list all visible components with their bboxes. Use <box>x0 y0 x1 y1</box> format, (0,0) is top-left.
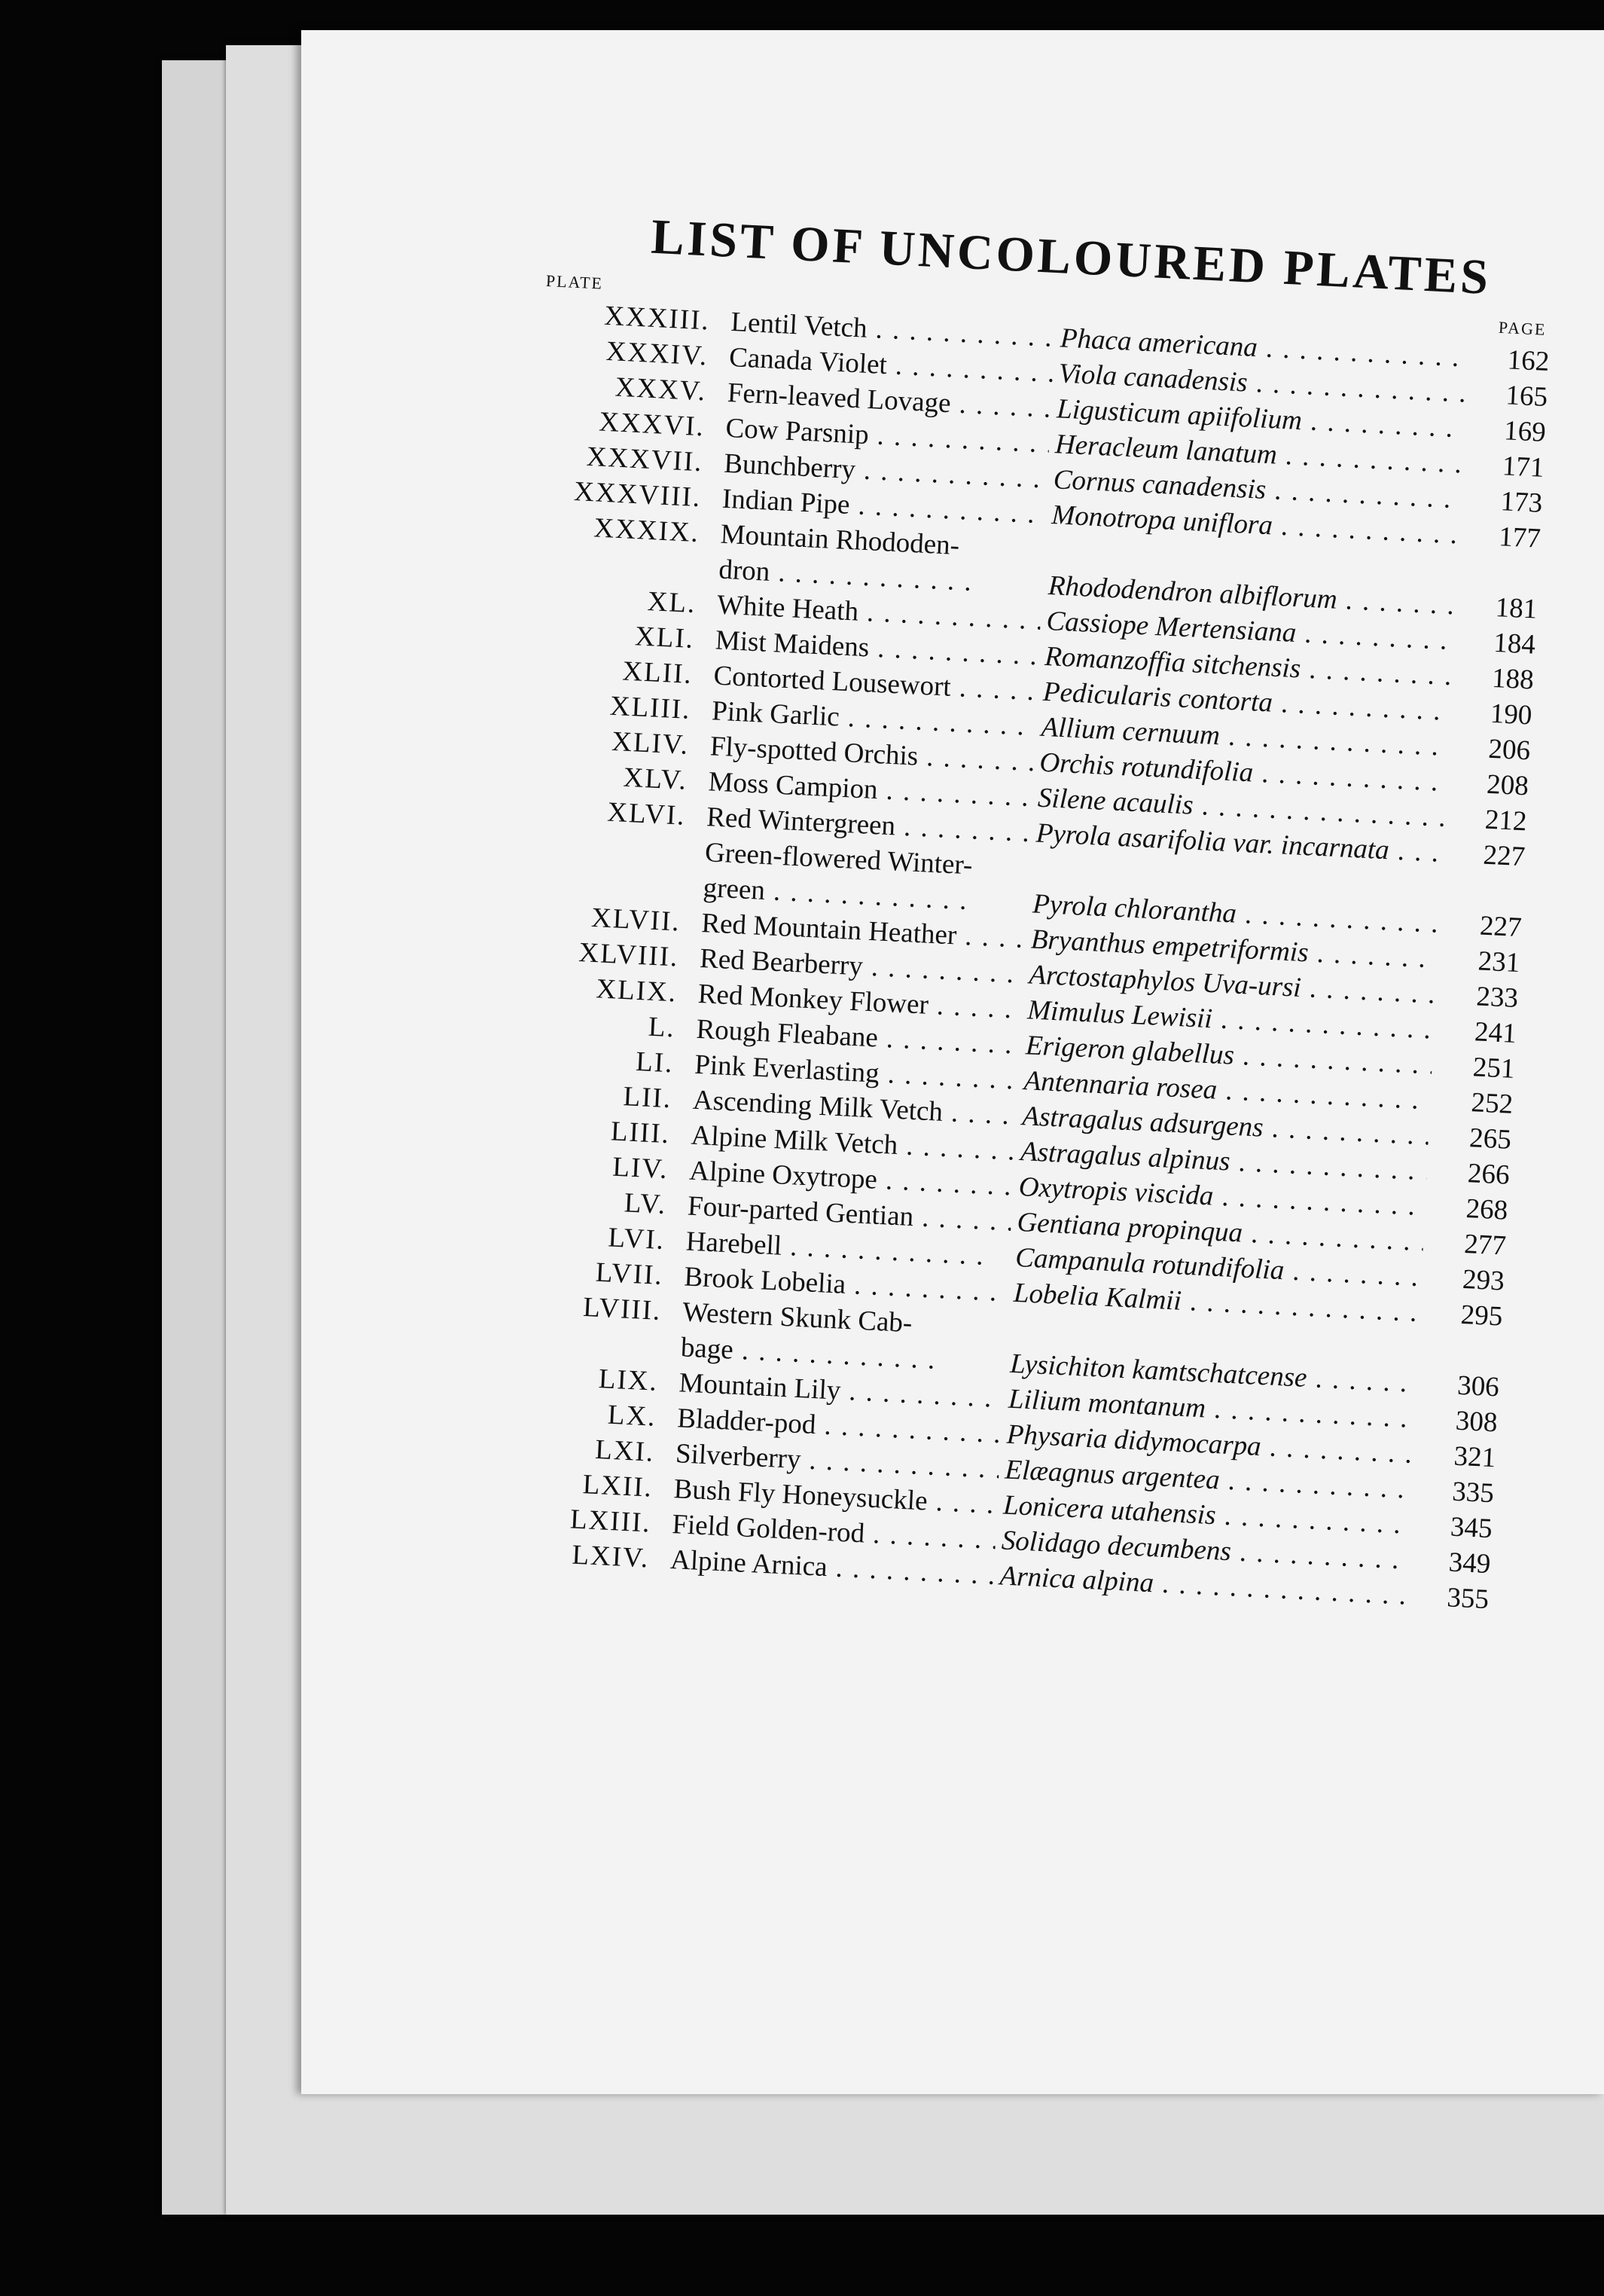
latin-name: Pedicularis contorta . . . <box>1036 673 1450 729</box>
page-number <box>1440 897 1523 901</box>
latin-name: Pyrola asarifolia var. incarnata . . . <box>1029 815 1444 871</box>
page-number: 177 <box>1498 521 1541 554</box>
latin-name: Astragalus adsurgens . . . <box>1015 1098 1429 1154</box>
plate-number: XLIII. <box>608 690 692 725</box>
plate-number <box>517 887 703 896</box>
latin-name: Heracleum lanatum . . . <box>1048 426 1462 482</box>
common-name: Indian Pipe . . . <box>721 481 1047 533</box>
plate-number: LV. <box>623 1187 668 1221</box>
latin-name: Silene acaulis . . . <box>1031 780 1445 835</box>
latin-name: Romanzoffia sitchensis . . . <box>1038 638 1452 694</box>
plate-number: LIV. <box>611 1151 669 1186</box>
plate-number: LXIII. <box>569 1504 652 1539</box>
plate-number: XXXVI. <box>598 406 706 443</box>
page-number: 277 <box>1463 1229 1507 1262</box>
plate-number <box>518 852 705 861</box>
plate-number: XLI. <box>634 621 695 655</box>
plate-number <box>532 569 718 578</box>
common-name: White Heath . . . <box>716 588 1041 639</box>
common-name: Cow Parsnip . . . <box>725 411 1051 462</box>
common-name: Mountain Rhododen- <box>719 518 961 562</box>
common-name: dron . . . <box>718 552 1043 603</box>
common-name: Bush Fly Honeysuckle . . . <box>673 1471 999 1522</box>
plate-number: LXI. <box>594 1433 656 1468</box>
plates-list <box>483 203 1550 1617</box>
plate-number: LVIII. <box>582 1291 663 1327</box>
plate-column-header: PLATE <box>545 270 604 293</box>
latin-name: Allium cernuum . . . <box>1035 709 1449 765</box>
page-number <box>1456 579 1538 582</box>
page-number: 241 <box>1474 1016 1517 1049</box>
page-number: 169 <box>1503 415 1547 448</box>
plate-number: XXXVIII. <box>573 476 703 514</box>
common-name: Brook Lobelia . . . <box>683 1259 1008 1310</box>
page-number: 227 <box>1482 839 1526 873</box>
latin-name: Campanula rotundifolia . . . <box>1008 1240 1423 1296</box>
page-number: 165 <box>1505 380 1549 414</box>
plates-table <box>483 295 1551 1617</box>
latin-name: Physaria didymocarpa . . . <box>1000 1416 1414 1472</box>
plate-number: XLVII. <box>590 902 682 938</box>
common-name: Canada Violet . . . <box>728 340 1054 391</box>
latin-name: Solidago decumbens . . . <box>995 1522 1409 1578</box>
common-name: Silverberry . . . <box>675 1436 1000 1487</box>
page-number: 233 <box>1475 981 1519 1015</box>
common-name: Alpine Milk Vetch . . . <box>691 1118 1016 1169</box>
page-number: 335 <box>1451 1476 1495 1510</box>
common-name: Bunchberry . . . <box>723 446 1048 497</box>
latin-name: Erigeron glabellus . . . <box>1019 1027 1433 1083</box>
common-name: Pink Garlic . . . <box>711 693 1036 744</box>
common-name: Field Golden-rod . . . <box>671 1507 996 1558</box>
common-name: Red Monkey Flower . . . <box>697 976 1023 1027</box>
plate-number: XL. <box>646 585 697 620</box>
plate-number: LVII. <box>594 1256 664 1292</box>
common-name: Western Skunk Cab- <box>682 1296 913 1339</box>
common-name: Ascending Milk Vetch . . . <box>692 1082 1017 1134</box>
common-name: Mountain Lily . . . <box>678 1365 1004 1416</box>
latin-name: Monotropa uniflora . . . <box>1044 497 1459 553</box>
plate-number: XLIV. <box>611 725 691 761</box>
latin-name: Arctostaphylos Uva-ursi . . . <box>1023 957 1437 1012</box>
page-number: 162 <box>1506 344 1551 378</box>
latin-name: Phaca americana . . . <box>1054 320 1468 376</box>
page-number: 206 <box>1487 733 1532 767</box>
common-name: Moss Campion . . . <box>708 764 1033 815</box>
latin-name: Pyrola chlorantha . . . <box>1026 886 1440 942</box>
plate-number: LX. <box>606 1399 657 1433</box>
common-name: Alpine Oxytrope . . . <box>688 1153 1014 1204</box>
latin-name: Cornus canadensis . . . <box>1047 462 1461 518</box>
page-number: 355 <box>1446 1582 1490 1616</box>
plate-number: XXXIII. <box>603 300 711 337</box>
latin-name: Lobelia Kalmii . . . <box>1007 1275 1421 1330</box>
book-page <box>301 30 1604 2094</box>
common-name: bage . . . <box>680 1330 1005 1381</box>
page-number: 171 <box>1501 450 1545 484</box>
plate-number: L. <box>647 1011 676 1044</box>
latin-name: Lysichiton kamtschatcense . . . <box>1003 1345 1417 1401</box>
page-number: 308 <box>1454 1405 1499 1439</box>
common-name: green . . . <box>703 870 1028 921</box>
plate-number: XXXVII. <box>585 441 704 478</box>
page-number: 184 <box>1493 627 1536 661</box>
page-number <box>1418 1357 1501 1360</box>
plate-number: XXXIV. <box>605 335 709 372</box>
latin-name: Arnica alpina . . . <box>993 1558 1407 1614</box>
page-number: 231 <box>1477 945 1521 979</box>
latin-name: Antennaria rosea . . . <box>1017 1063 1432 1119</box>
plate-number: XXXV. <box>614 371 708 408</box>
latin-name: Ligusticum apiifolium . . . <box>1050 391 1464 447</box>
plate-number: XXXIX. <box>593 512 700 549</box>
page-column-header: PAGE <box>1498 317 1548 339</box>
page-number: 265 <box>1468 1122 1512 1156</box>
plate-number: XLII. <box>621 655 694 690</box>
page-number: 212 <box>1484 804 1528 838</box>
plate-number: XLIX. <box>595 973 678 1009</box>
latin-name: Rhododendron albiflorum . . . <box>1041 568 1456 624</box>
common-name: Pink Everlasting . . . <box>694 1047 1019 1098</box>
page-number: 208 <box>1486 768 1529 802</box>
plate-number: LII. <box>622 1081 673 1115</box>
common-name: Harebell . . . <box>685 1224 1011 1275</box>
plate-number: LVI. <box>607 1222 666 1256</box>
plate-number: XLV. <box>622 762 688 796</box>
common-name: Fly-spotted Orchis . . . <box>709 728 1035 780</box>
page-number: 268 <box>1465 1193 1509 1226</box>
latin-name: Mimulus Lewisii . . . <box>1020 992 1435 1048</box>
page-number: 227 <box>1479 910 1523 944</box>
page-number: 181 <box>1494 592 1538 625</box>
latin-name: Cassiope Mertensiana . . . <box>1040 603 1454 659</box>
plate-number: LI. <box>635 1046 675 1079</box>
plate-number: LXII. <box>581 1469 654 1504</box>
latin-name: Astragalus alpinus . . . <box>1014 1134 1428 1189</box>
common-name: Red Mountain Heather . . . <box>700 905 1026 957</box>
page-number: 190 <box>1489 698 1533 731</box>
common-name: Bladder-pod . . . <box>676 1400 1002 1452</box>
page-number: 293 <box>1462 1263 1505 1297</box>
plate-number: LIII. <box>610 1116 671 1150</box>
common-name: Mist Maidens . . . <box>715 622 1040 673</box>
plate-number: LXIV. <box>571 1539 651 1574</box>
latin-name: Lilium montanum . . . <box>1002 1381 1416 1437</box>
page-number: 295 <box>1459 1299 1504 1333</box>
plate-number: LIX. <box>597 1363 659 1397</box>
latin-name: Lonicera utahensis . . . <box>996 1487 1410 1543</box>
common-name: Red Wintergreen . . . <box>706 799 1031 850</box>
page-number: 345 <box>1450 1511 1493 1545</box>
latin-name: Oxytropis viscida . . . <box>1012 1169 1426 1225</box>
latin-name: Viola canadensis . . . <box>1052 356 1466 411</box>
common-name: Green-flowered Winter- <box>704 837 974 881</box>
page-number: 173 <box>1499 486 1544 519</box>
page-number: 306 <box>1456 1369 1500 1403</box>
common-name: Lentil Vetch . . . <box>730 304 1055 356</box>
page-number: 251 <box>1471 1052 1516 1085</box>
plate-number: XLVI. <box>606 796 687 832</box>
common-name: Alpine Arnica . . . <box>669 1542 995 1593</box>
common-name: Four-parted Gentian . . . <box>687 1189 1012 1240</box>
latin-name: Orchis rotundifolia . . . <box>1032 744 1447 800</box>
plate-number <box>494 1347 681 1356</box>
common-name: Red Bearberry . . . <box>699 941 1024 992</box>
latin-name: Elæagnus argentea . . . <box>998 1452 1412 1507</box>
common-name: Fern-leaved Lovage . . . <box>727 375 1052 426</box>
common-name: Rough Fleabane . . . <box>696 1012 1021 1063</box>
page-title: LIST OF UNCOLOURED PLATES <box>649 209 1493 306</box>
page-number: 349 <box>1447 1546 1492 1580</box>
page-number: 321 <box>1453 1440 1497 1474</box>
page-number: 188 <box>1491 662 1535 696</box>
latin-name: Bryanthus empetriformis . . . <box>1024 921 1438 977</box>
plate-number: XLVIII. <box>578 937 680 973</box>
page-number: 266 <box>1467 1158 1511 1191</box>
common-name: Contorted Lousewort . . . <box>712 658 1038 709</box>
latin-name: Gentiana propinqua . . . <box>1011 1204 1425 1260</box>
page-number: 252 <box>1470 1087 1514 1120</box>
